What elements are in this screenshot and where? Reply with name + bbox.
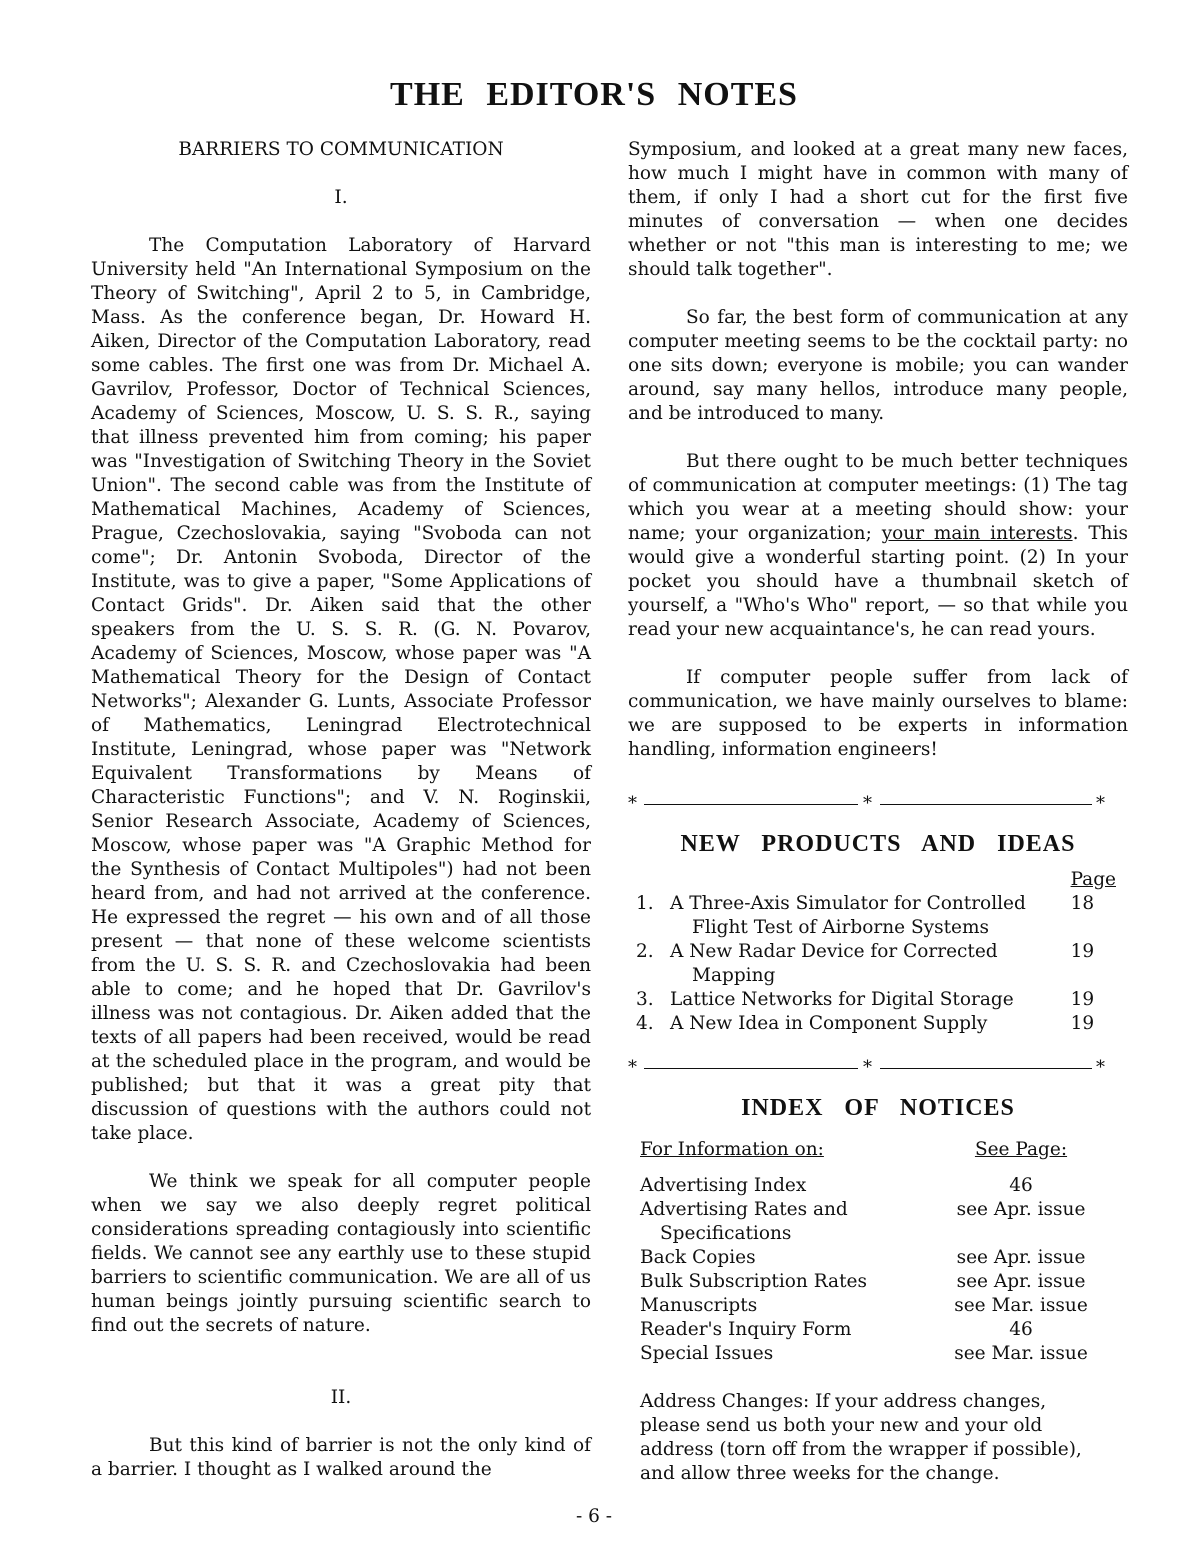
paragraph-regret: We think we speak for all computer people when we say we also deeply regret political considerations spreading contagiously into scientific fields. We cannot see any earthly use to these stupid barriers to scientific communication. We are all of us human beings jointly pursuing scientific search to find out the secrets of nature. xyxy=(91,1171,591,1336)
product-number: 4. xyxy=(636,1013,654,1034)
address-changes-note: Address Changes: If your address changes, please send us both your new and your old address (torn off from the wrapper if possible), and allow three weeks for the change. xyxy=(640,1391,1082,1484)
product-row xyxy=(636,892,1116,940)
left-column xyxy=(91,138,591,1482)
index-label: Special Issues xyxy=(640,1343,774,1364)
index-heading: INDEX OF NOTICES xyxy=(741,1095,1015,1121)
index-label: Reader's Inquiry Form xyxy=(640,1319,852,1340)
index-see: see Mar. issue xyxy=(954,1295,1088,1316)
index-row xyxy=(640,1174,1102,1198)
index-see: see Mar. issue xyxy=(954,1343,1088,1364)
star-left: * xyxy=(628,793,637,814)
index-label: Back Copies xyxy=(640,1247,756,1268)
product-title: Lattice Networks for Digital Storage xyxy=(670,989,1014,1010)
product-row xyxy=(636,1012,1116,1036)
index-row xyxy=(640,1246,1102,1270)
rule-line xyxy=(644,804,858,805)
index-row xyxy=(640,1270,1102,1294)
right-column xyxy=(628,138,1128,1486)
product-page: 19 xyxy=(1070,941,1095,962)
star-right: * xyxy=(1096,793,1105,814)
product-number: 3. xyxy=(636,989,654,1010)
index-label: Advertising Index xyxy=(640,1175,807,1196)
index-col-info: For Information on: xyxy=(640,1139,824,1160)
index-row xyxy=(640,1294,1102,1318)
paragraph-techniques xyxy=(628,450,1128,642)
index-see: 46 xyxy=(1009,1175,1033,1196)
index-row xyxy=(640,1198,1102,1246)
index-label: Manuscripts xyxy=(640,1295,758,1316)
paragraph-barrier: But this kind of barrier is not the only kind of a barrier. I thought as I walked around the xyxy=(91,1435,591,1480)
index-label: Bulk Subscription Rates xyxy=(640,1271,867,1292)
product-page: 19 xyxy=(1070,1013,1095,1034)
products-table xyxy=(636,868,1116,1036)
product-page: 18 xyxy=(1070,893,1095,914)
star-middle: * xyxy=(863,793,872,814)
product-title: A New Idea in Component Supply xyxy=(670,1013,988,1034)
paragraph-blame: If computer people suffer from lack of communication, we have mainly ourselves to blame: we are supposed to be experts in information handling, information engineers! xyxy=(628,667,1128,760)
page-title: THE EDITOR'S NOTES xyxy=(390,76,798,113)
page-number: - 6 - xyxy=(575,1506,613,1527)
section-number-two: II. xyxy=(330,1387,352,1408)
index-see: 46 xyxy=(1009,1319,1033,1340)
star-left: * xyxy=(628,1057,637,1078)
rule-line xyxy=(880,804,1092,805)
techniques-text-b: . This would give a wonderful starting point. (2) In your pocket you should have a thumbnail sketch of yourself, a "Who's Who" report, — so that while you read your new acquaintance's, he can read yours. xyxy=(628,523,1128,640)
paragraph-cocktail-party: So far, the best form of communication at any computer meeting seems to be the cocktail party: no one sits down; everyone is mobile; you can wander around, say many hellos, introduce many people, and be introduced to many. xyxy=(628,307,1128,424)
techniques-text-a: But there ought to be much better techniques of communication at computer meetings: (1) The tag which you wear at a meeting should show: your name; your organization; xyxy=(628,451,1128,544)
product-title: A New Radar Device for Corrected Mapping xyxy=(670,941,998,986)
star-right: * xyxy=(1096,1057,1105,1078)
index-table xyxy=(640,1138,1102,1366)
index-see: see Apr. issue xyxy=(956,1247,1086,1268)
page-column-header: Page xyxy=(1070,869,1116,890)
star-divider xyxy=(628,1056,1128,1080)
index-label: Advertising Rates and Specifications xyxy=(640,1199,848,1244)
star-divider xyxy=(628,792,1128,816)
main-interests-underlined: your main interests xyxy=(881,523,1073,544)
index-see: see Apr. issue xyxy=(956,1199,1086,1220)
index-col-page: See Page: xyxy=(974,1139,1068,1160)
rule-line xyxy=(644,1068,858,1069)
product-number: 2. xyxy=(636,941,654,962)
star-middle: * xyxy=(863,1057,872,1078)
product-page: 19 xyxy=(1070,989,1095,1010)
section-heading: BARRIERS TO COMMUNICATION xyxy=(178,139,504,160)
paragraph-symposium: The Computation Laboratory of Harvard University held "An International Symposium on the Theory of Switching", April 2 to 5, in Cambridge, Mass. As the conference began, Dr. Howard H. Aiken, Director of the Computation Laboratory, read some cables. The first one was from Dr. Michael A. Gavrilov, Professor, Doctor of Technical Sciences, Academy of Sciences, Moscow, U. S. S. R., saying that illness prevented him from coming; his paper was "Investigation of Switching Theory in the Soviet Union". The second cable was from the Institute of Mathematical Machines, Academy of Sciences, Prague, Czechoslovakia, saying "Svoboda can not come"; Dr. Antonin Svoboda, Director of the Institute, was to give a paper, "Some Applications of Contact Grids". Dr. Aiken said that the other speakers from the U. S. S. R. (G. N. Povarov, Academy of Sciences, Moscow, whose paper was "A Mathematical Theory for the Design of Contact Networks"; Alexander G. Lunts, Associate Professor of Mathematics, Leningrad Electrotechnical Institute, Leningrad, whose paper was "Network Equivalent Transformations by Means of Characteristic Functions"; and V. N. Roginskii, Senior Research Associate, Academy of Sciences, Moscow, whose paper was "A Graphic Method for the Synthesis of Contact Multipoles") had not been heard from, and had not arrived at the conference. He expressed the regret — his own and of all those present — that none of these welcome scientists from the U. S. S. R. and Czechoslovakia had been able to come; and he hoped that Dr. Gavrilov's illness was not contagious. Dr. Aiken added that the texts of all papers had been received, would be read at the scheduled place in the program, and would be published; but that it was a great pity that discussion of questions with the authors could not take place. xyxy=(91,235,591,1144)
products-heading: NEW PRODUCTS AND IDEAS xyxy=(680,831,1076,857)
paragraph-new-faces: Symposium, and looked at a great many new faces, how much I might have in common with many of them, if only I had a short cut for the first five minutes of conversation — when one decides whether or not "this man is interesting to me; we should talk together". xyxy=(628,139,1128,280)
product-row xyxy=(636,988,1116,1012)
product-row xyxy=(636,940,1116,988)
index-row xyxy=(640,1318,1102,1342)
section-number-one: I. xyxy=(334,187,348,208)
index-see: see Apr. issue xyxy=(956,1271,1086,1292)
rule-line xyxy=(880,1068,1092,1069)
product-number: 1. xyxy=(636,893,654,914)
index-row xyxy=(640,1342,1102,1366)
product-title: A Three-Axis Simulator for Controlled Flight Test of Airborne Systems xyxy=(670,893,1026,938)
